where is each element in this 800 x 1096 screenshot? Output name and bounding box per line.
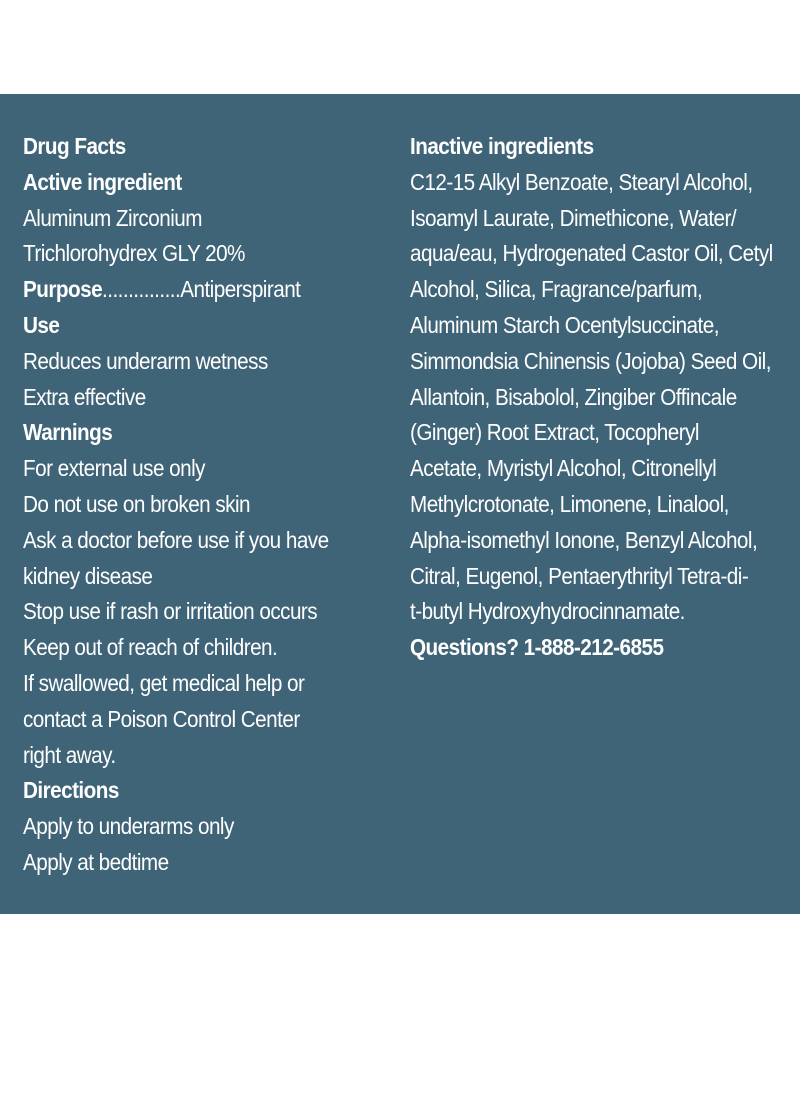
warnings-line: For external use only	[23, 455, 205, 482]
purpose-value: Antiperspirant	[180, 276, 301, 303]
warnings-heading: Warnings	[23, 419, 113, 446]
warnings-line: kidney disease	[23, 562, 153, 589]
inactive-ingredients-line: Acetate, Myristyl Alcohol, Citronellyl	[410, 455, 717, 482]
warnings-line: contact a Poison Control Center	[23, 705, 300, 732]
drug-facts-title: Drug Facts	[23, 133, 126, 159]
inactive-ingredients-line: Simmondsia Chinensis (Jojoba) Seed Oil,	[410, 347, 771, 374]
warnings-line: Stop use if rash or irritation occurs	[23, 598, 318, 625]
directions-heading: Directions	[23, 777, 119, 804]
active-ingredient-line: Aluminum Zirconium	[23, 204, 202, 231]
drug-facts-panel	[0, 94, 800, 914]
warnings-line: Keep out of reach of children.	[23, 634, 278, 661]
use-line: Reduces underarm wetness	[23, 347, 268, 374]
purpose-line	[23, 272, 352, 308]
purpose-dots: ...............	[102, 276, 181, 303]
inactive-ingredients-line: C12-15 Alkyl Benzoate, Stearyl Alcohol,	[410, 168, 753, 195]
warnings-line: Do not use on broken skin	[23, 490, 250, 517]
questions-phone: Questions? 1-888-212-6855	[410, 634, 664, 661]
directions-line: Apply to underarms only	[23, 813, 234, 840]
inactive-ingredients-line: (Ginger) Root Extract, Tocopheryl	[410, 419, 699, 446]
inactive-ingredients-line: Methylcrotonate, Limonene, Linalool,	[410, 490, 729, 517]
right-column	[410, 129, 795, 666]
left-column	[23, 129, 388, 881]
inactive-ingredients-heading: Inactive ingredients	[410, 133, 594, 159]
active-ingredient-line: Trichlorohydrex GLY 20%	[23, 240, 245, 267]
inactive-ingredients-line: Citral, Eugenol, Pentaerythrityl Tetra-di-	[410, 562, 749, 589]
warnings-line: If swallowed, get medical help or	[23, 669, 305, 696]
active-ingredient-heading: Active ingredient	[23, 168, 182, 195]
inactive-ingredients-line: Isoamyl Laurate, Dimethicone, Water/	[410, 204, 737, 231]
inactive-ingredients-line: Allantoin, Bisabolol, Zingiber Offincale	[410, 383, 737, 410]
warnings-line: right away.	[23, 741, 116, 768]
inactive-ingredients-line: Alcohol, Silica, Fragrance/parfum,	[410, 276, 703, 303]
inactive-ingredients-line: Aluminum Starch Ocentylsuccinate,	[410, 311, 719, 338]
warnings-line: Ask a doctor before use if you have	[23, 526, 329, 553]
inactive-ingredients-line: Alpha-isomethyl Ionone, Benzyl Alcohol,	[410, 526, 758, 553]
inactive-ingredients-line: t-butyl Hydroxyhydrocinnamate.	[410, 598, 685, 625]
use-line: Extra effective	[23, 383, 146, 410]
use-heading: Use	[23, 311, 60, 338]
purpose-label: Purpose	[23, 276, 103, 303]
inactive-ingredients-line: aqua/eau, Hydrogenated Castor Oil, Cetyl	[410, 240, 773, 267]
directions-line: Apply at bedtime	[23, 848, 169, 875]
